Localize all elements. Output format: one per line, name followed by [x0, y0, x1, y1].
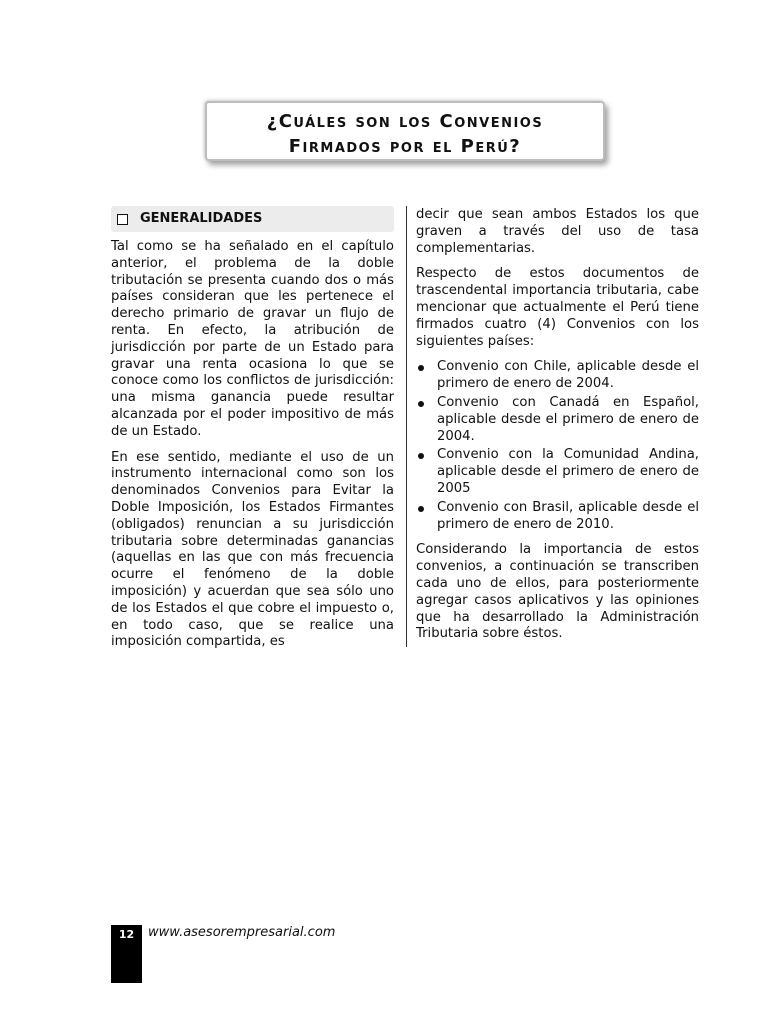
bullet-icon — [418, 453, 424, 459]
chapter-title-box — [205, 101, 605, 161]
list-item: Convenio con la Comunidad Andina, aplicable desde el primero de enero de 2005 — [416, 447, 699, 497]
column-divider — [406, 206, 407, 647]
paragraph: Respecto de estos documentos de trascendental importancia tributaria, cabe mencionar que actualmente el Perú tiene firmados cuatro (4) Convenios con los siguientes países: — [416, 266, 699, 349]
section-heading-label: GENERALIDADES — [140, 211, 263, 226]
paragraph: En ese sentido, mediante el uso de un instrumento internacional como son los denominados Convenios para Evitar la Doble Imposición, los Estados Firmantes (obligados) renuncian a su jurisdicción tributaria sobre determinadas ganancias (aquellas en las que con más frecuencia ocurre el fenómeno de la doble imposición) y acuerdan que sea sólo uno de los Estados el que cobre el impuesto o, en todo caso, que se realice una imposición compartida, es — [111, 449, 394, 650]
list-item: Convenio con Canadá en Español, aplicable desde el primero de enero de 2004. — [416, 395, 699, 445]
checkbox-icon — [117, 214, 128, 225]
bullet-icon — [418, 506, 424, 512]
left-column — [111, 206, 394, 660]
right-column — [416, 207, 699, 652]
bullet-icon — [418, 365, 424, 371]
chapter-title-line-2: Firmados por el Perú? — [288, 136, 522, 157]
footer-url: www.asesorempresarial.com — [148, 925, 336, 940]
bullet-icon — [418, 401, 424, 407]
page-number: 12 — [118, 928, 135, 941]
convenios-list — [416, 359, 699, 533]
list-item: Convenio con Brasil, aplicable desde el primero de enero de 2010. — [416, 500, 699, 534]
chapter-title-line-1: ¿Cuáles son los Convenios — [266, 111, 544, 132]
list-item: Convenio con Chile, aplicable desde el primero de enero de 2004. — [416, 359, 699, 393]
paragraph: Tal como se ha señalado en el capítulo anterior, el problema de la doble tributación se presenta cuando dos o más países consideran que les pertenece el derecho primario de gravar un flujo de renta. En efecto, la atribución de jurisdicción por parte de un Estado para gravar una renta ocasiona lo que se conoce como los conflictos de jurisdicción: una misma ganancia puede resultar alcanzada por el poder impositivo de más de un Estado. — [111, 239, 394, 439]
paragraph: decir que sean ambos Estados los que graven a través del uso de tasa complementarias. — [416, 207, 699, 256]
closing-paragraph: Considerando la importancia de estos convenios, a continuación se transcriben cada uno de ellos, para posteriormente agregar casos aplicativos y las opiniones que ha desarrollado la Administración Tributaria sobre éstos. — [416, 542, 699, 642]
section-heading — [111, 206, 394, 232]
page-number-box — [111, 925, 142, 983]
